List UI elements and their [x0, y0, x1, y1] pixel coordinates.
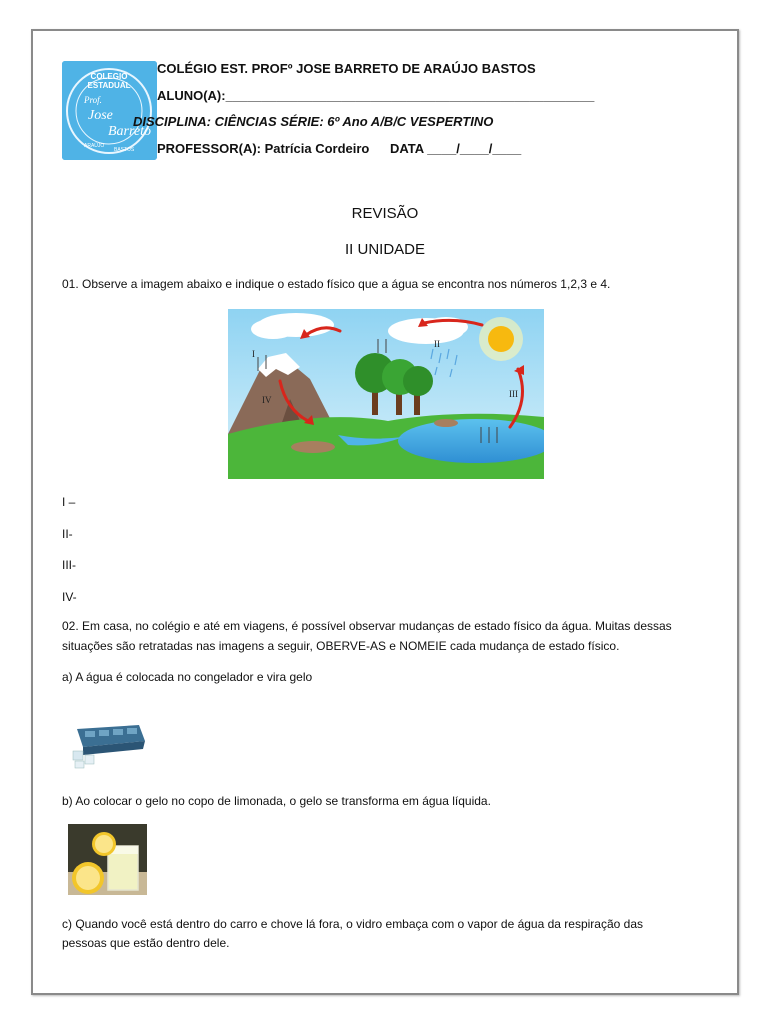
item-b: b) Ao colocar o gelo no copo de limonada, o gelo se transforma em água líquida.	[62, 794, 491, 808]
lemonade-image	[68, 824, 147, 895]
answer-ii: II-	[62, 527, 73, 541]
item-c-line-2: pessoas que estão dentro dele.	[62, 936, 230, 950]
svg-text:III: III	[509, 389, 518, 399]
school-logo	[62, 61, 157, 160]
svg-text:I: I	[252, 349, 255, 359]
question-2-line-1: 02. Em casa, no colégio e até em viagens, é possível observar mudanças de estado físico da água. Muitas dessas	[62, 619, 672, 633]
svg-text:IV: IV	[262, 395, 272, 405]
svg-text:COLEGIO: COLEGIO	[90, 72, 128, 81]
item-c-line-1: c) Quando você está dentro do carro e chove lá fora, o vidro embaça com o vapor de água da respiração das	[62, 917, 644, 931]
discipline-line: DISCIPLINA: CIÊNCIAS SÉRIE: 6º Ano A/B/C VESPERTINO	[133, 114, 494, 129]
answer-i: I –	[62, 495, 76, 509]
question-2-line-2: situações são retratadas nas imagens a seguir, OBERVE-AS e NOMEIE cada mudança de estado físico.	[62, 639, 620, 653]
lemonade-glass-icon	[68, 824, 147, 895]
ice-tray-icon	[69, 707, 147, 769]
answer-iv: IV-	[62, 590, 77, 604]
item-a: a) A água é colocada no congelador e vira gelo	[62, 670, 313, 684]
ice-tray-image	[69, 707, 147, 769]
student-name-field: ALUNO(A):___________________________________________________	[157, 88, 595, 103]
teacher-line: PROFESSOR(A): Patrícia Cordeiro	[157, 141, 370, 156]
svg-text:ARAÚJO: ARAÚJO	[84, 143, 105, 149]
date-field: DATA ____/____/____	[390, 141, 522, 156]
document-page	[31, 29, 739, 995]
svg-text:ESTADUAL: ESTADUAL	[87, 81, 131, 90]
svg-text:II: II	[434, 339, 440, 349]
water-cycle-image	[228, 309, 544, 479]
school-seal-icon	[62, 61, 157, 160]
water-cycle-illustration	[228, 309, 544, 479]
page-subtitle: II UNIDADE	[344, 241, 425, 258]
answer-iii: III-	[62, 558, 76, 572]
page-title: REVISÃO	[351, 205, 419, 222]
school-name: COLÉGIO EST. PROFº JOSE BARRETO DE ARAÚJO BASTOS	[157, 61, 536, 76]
svg-text:Prof.: Prof.	[84, 95, 102, 105]
question-1: 01. Observe a imagem abaixo e indique o estado físico que a água se encontra nos números 1,2,3 e 4.	[62, 277, 611, 291]
svg-text:Barreto: Barreto	[108, 124, 152, 139]
svg-text:Jose: Jose	[88, 108, 113, 123]
svg-text:BASTOS: BASTOS	[114, 147, 135, 153]
